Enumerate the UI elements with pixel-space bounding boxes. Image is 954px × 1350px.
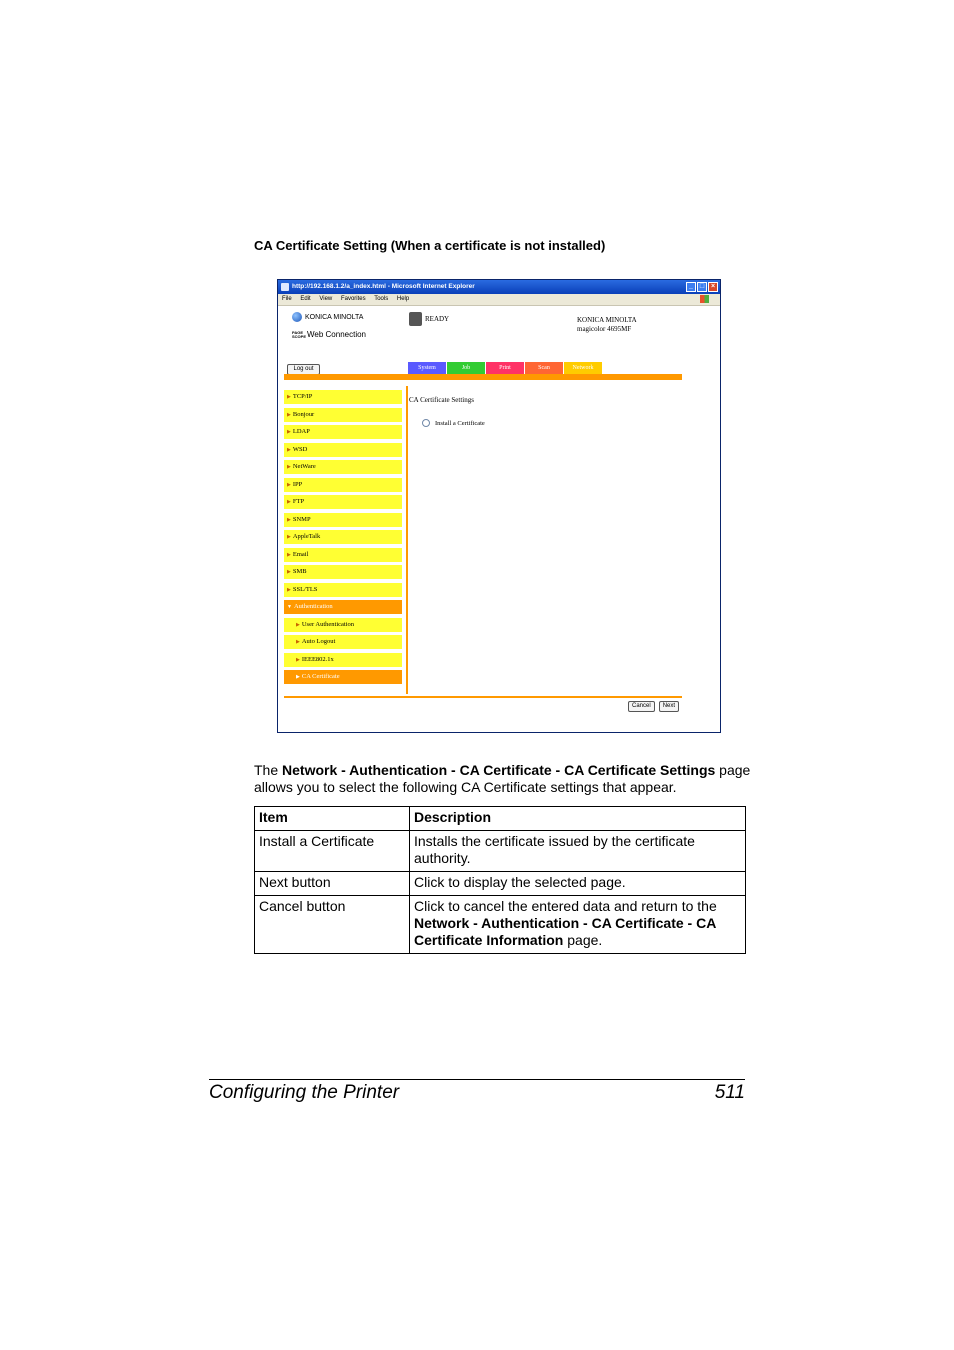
model-name: magicolor 4695MF	[577, 325, 632, 333]
arrow-right-icon: ▶	[287, 412, 291, 418]
tab-scan[interactable]: Scan	[525, 362, 563, 374]
menu-favorites[interactable]: Favorites	[340, 296, 366, 302]
sidebar-item-user-authentication[interactable]: ▶ User Authentication	[284, 618, 402, 632]
arrow-right-icon: ▶	[287, 500, 291, 505]
arrow-down-icon: ▼	[287, 605, 292, 610]
action-buttons	[628, 701, 679, 712]
tab-system[interactable]: System	[408, 362, 446, 374]
sidebar-item-auto-logout[interactable]: ▶ Auto Logout	[284, 635, 402, 649]
browser-titlebar	[278, 280, 720, 294]
table-row	[255, 896, 746, 954]
sidebar-item-authentication[interactable]: ▼ Authentication	[284, 600, 402, 614]
sidebar-item-bonjour[interactable]: ▶ Bonjour	[284, 408, 402, 422]
cell-item: Cancel button	[255, 896, 410, 954]
model-brand: KONICA MINOLTA	[577, 316, 637, 324]
menu-edit[interactable]: Edit	[300, 296, 311, 302]
network-sidebar	[284, 390, 402, 688]
sidebar-item-wsd[interactable]: ▶ WSD	[284, 443, 402, 457]
tab-print[interactable]: Print	[486, 362, 524, 374]
printer-icon	[409, 312, 422, 326]
main-tabs	[408, 362, 602, 374]
sidebar-item-ftp[interactable]: ▶ FTP	[284, 495, 402, 509]
page-title: CA Certificate Settings	[409, 396, 474, 404]
table-row	[255, 872, 746, 896]
menu-help[interactable]: Help	[396, 296, 410, 302]
footer-divider	[284, 696, 682, 698]
maximize-icon[interactable]: □	[697, 282, 707, 292]
arrow-right-icon: ▶	[296, 622, 300, 628]
sidebar-item-email[interactable]: ▶ Email	[284, 548, 402, 562]
sidebar-item-smb[interactable]: ▶ SMB	[284, 565, 402, 579]
menu-view[interactable]: View	[319, 296, 333, 302]
arrow-right-icon: ▶	[287, 535, 291, 540]
sidebar-item-tcpip[interactable]: ▶ TCP/IP	[284, 390, 402, 404]
header-divider	[284, 374, 682, 380]
sidebar-divider	[406, 386, 408, 694]
pagescope-logo	[292, 330, 366, 339]
logout-button[interactable]: Log out	[287, 364, 320, 375]
arrow-right-icon: ▶	[287, 395, 291, 400]
paragraph-suffix: page allows you to select the following CA Certificate settings that appear.	[254, 762, 751, 795]
arrow-right-icon: ▶	[296, 640, 300, 645]
page-number: 511	[714, 1082, 745, 1103]
globe-icon	[292, 312, 302, 322]
cell-item: Next button	[255, 872, 410, 896]
paragraph-prefix: The	[254, 762, 283, 778]
table-header-row	[255, 807, 746, 831]
minimize-icon[interactable]: _	[686, 282, 696, 292]
sidebar-item-ieee8021x[interactable]: ▶ IEEE802.1x	[284, 653, 402, 667]
paragraph-bold: Network - Authentication - CA Certificate - CA Certificate Settings	[282, 762, 716, 778]
settings-table	[254, 806, 746, 954]
pagescope-label: PAGE SCOPE	[292, 329, 307, 339]
brand-label: KONICA MINOLTA	[305, 313, 364, 321]
arrow-right-icon: ▶	[287, 570, 291, 575]
arrow-right-icon: ▶	[287, 447, 291, 453]
arrow-right-icon: ▶	[296, 657, 300, 663]
description-paragraph	[254, 762, 754, 796]
close-icon[interactable]: ×	[708, 282, 718, 292]
arrow-right-icon: ▶	[287, 517, 291, 523]
sidebar-item-ldap[interactable]: ▶ LDAP	[284, 425, 402, 439]
sidebar-item-netware[interactable]: ▶ NetWare	[284, 460, 402, 474]
status-text: READY	[425, 315, 450, 323]
browser-menubar	[278, 294, 720, 306]
next-button[interactable]: Next	[659, 701, 679, 712]
model-info	[577, 316, 637, 334]
arrow-right-icon: ▶	[287, 552, 291, 558]
tab-network[interactable]: Network	[564, 362, 602, 374]
sidebar-item-snmp[interactable]: ▶ SNMP	[284, 513, 402, 527]
arrow-right-icon: ▶	[287, 587, 291, 593]
cell-description: Click to cancel the entered data and return to the Network - Authentication - CA Certificate - CA Certificate Information page.	[410, 896, 746, 954]
section-heading: CA Certificate Setting (When a certificate is not installed)	[254, 238, 606, 253]
cell-description: Click to display the selected page.	[410, 872, 746, 896]
cancel-button[interactable]: Cancel	[628, 701, 655, 712]
web-connection-page	[278, 306, 720, 732]
printer-status	[409, 312, 449, 326]
footer-rule	[209, 1079, 745, 1080]
browser-screenshot	[277, 279, 721, 733]
arrow-right-icon: ▶	[287, 465, 291, 470]
footer-title: Configuring the Printer	[209, 1082, 400, 1103]
sidebar-item-appletalk[interactable]: ▶ AppleTalk	[284, 530, 402, 544]
cell-description: Installs the certificate issued by the certificate authority.	[410, 831, 746, 872]
ie-icon	[281, 283, 289, 291]
product-label: Web Connection	[307, 330, 366, 339]
arrow-right-icon: ▶	[287, 482, 291, 488]
radio-button[interactable]	[422, 419, 430, 427]
menu-file[interactable]: File	[282, 296, 292, 302]
sidebar-item-ssl-tls[interactable]: ▶ SSL/TLS	[284, 583, 402, 597]
windows-logo-icon	[700, 295, 709, 303]
option-label: Install a Certificate	[435, 419, 485, 427]
header-item: Item	[255, 807, 410, 831]
arrow-right-icon: ▶	[287, 430, 291, 435]
konica-minolta-logo	[292, 312, 363, 322]
menu-tools[interactable]: Tools	[374, 296, 389, 302]
browser-title: http://192.168.1.2/a_index.html - Microsoft Internet Explorer	[292, 283, 475, 290]
tab-job[interactable]: Job	[447, 362, 485, 374]
table-row	[255, 831, 746, 872]
arrow-right-icon: ▶	[296, 675, 300, 680]
header-description: Description	[410, 807, 746, 831]
cell-item: Install a Certificate	[255, 831, 410, 872]
install-certificate-option[interactable]	[422, 419, 485, 427]
sidebar-item-ca-certificate[interactable]: ▶ CA Certificate	[284, 670, 402, 684]
sidebar-item-ipp[interactable]: ▶ IPP	[284, 478, 402, 492]
